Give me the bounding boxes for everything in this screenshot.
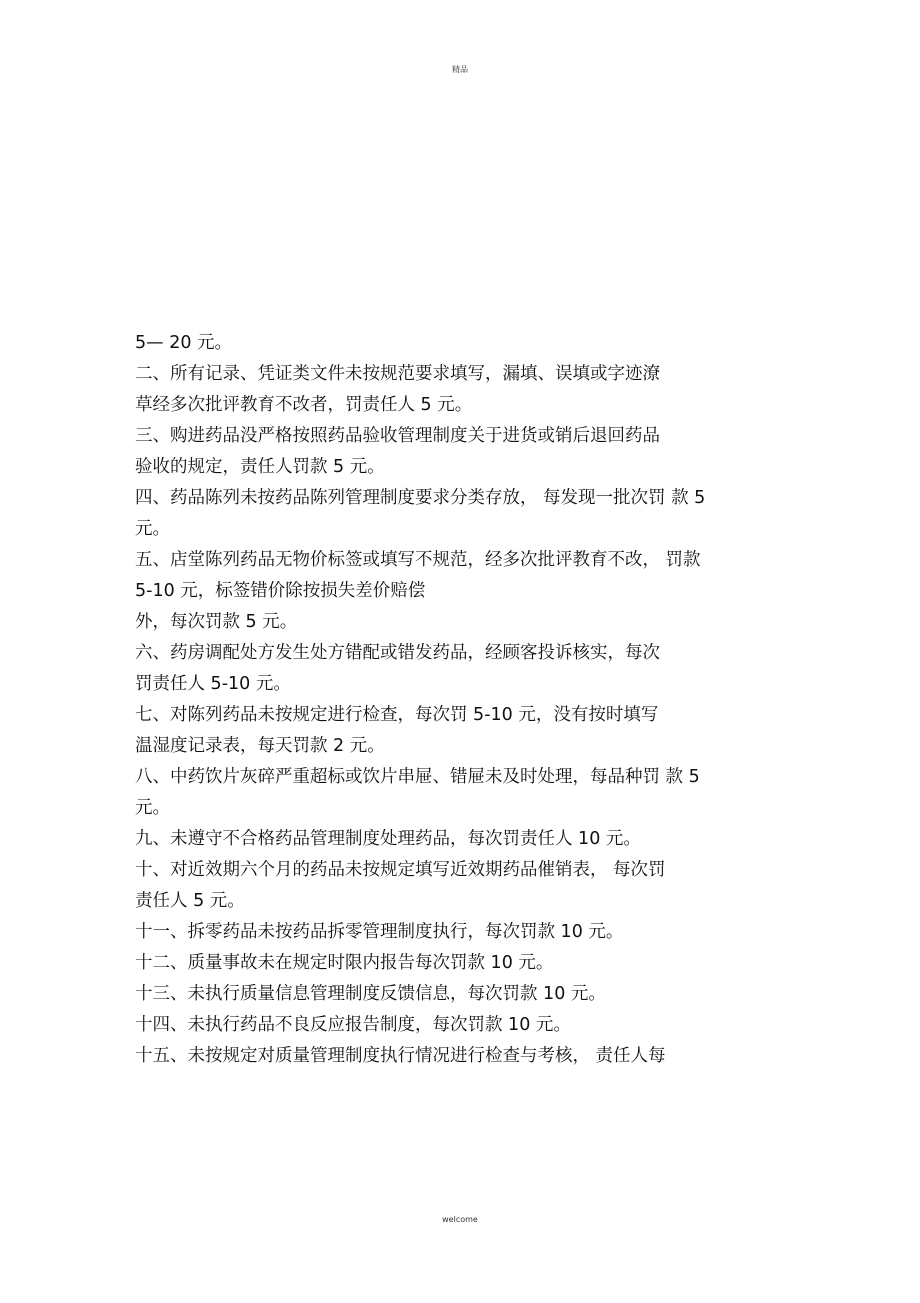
text-line: 草经多次批评教育不改者，罚责任人 5 元。 [135,395,473,415]
text-line: 十二、质量事故未在规定时限内报告每次罚款 10 元。 [135,953,554,973]
text-line: 二、所有记录、凭证类文件未按规范要求填写，漏填、误填或字迹潦 [135,364,660,384]
text-line: 外，每次罚款 5 元。 [135,612,298,632]
text-line: 验收的规定，责任人罚款 5 元。 [135,457,385,477]
text-line: 5— 20 元。 [135,333,233,353]
text-line: 十一、拆零药品未按药品拆零管理制度执行，每次罚款 10 元。 [135,922,624,942]
text-line: 八、中药饮片灰碎严重超标或饮片串屉、错屉未及时处理，每品种罚 款 5 [135,767,700,787]
text-line: 温湿度记录表，每天罚款 2 元。 [135,736,385,756]
page-footer-mark: welcome [442,1215,478,1224]
text-line: 元。 [135,798,170,818]
text-line: 七、对陈列药品未按规定进行检查，每次罚 5-10 元，没有按时填写 [135,705,659,725]
text-line: 六、药房调配处方发生处方错配或错发药品，经顾客投诉核实，每次 [135,643,660,663]
text-line: 责任人 5 元。 [135,891,245,911]
text-line: 五、店堂陈列药品无物价标签或填写不规范，经多次批评教育不改， 罚款 [135,550,701,570]
text-line: 元。 [135,519,170,539]
text-line: 十、对近效期六个月的药品未按规定填写近效期药品催销表， 每次罚 [135,860,666,880]
document-body [135,328,785,1072]
text-line: 四、药品陈列未按药品陈列管理制度要求分类存放， 每发现一批次罚 款 5 [135,488,706,508]
text-line: 罚责任人 5-10 元。 [135,674,291,694]
text-line: 5-10 元，标签错价除按损失差价赔偿 [135,581,426,601]
text-line: 十四、未执行药品不良反应报告制度，每次罚款 10 元。 [135,1015,571,1035]
text-line: 十五、未按规定对质量管理制度执行情况进行检查与考核， 责任人每 [135,1046,666,1066]
page-header-mark: 精品 [452,65,468,74]
text-line: 九、未遵守不合格药品管理制度处理药品，每次罚责任人 10 元。 [135,829,641,849]
text-line: 三、购进药品没严格按照药品验收管理制度关于进货或销后退回药品 [135,426,660,446]
text-line: 十三、未执行质量信息管理制度反馈信息，每次罚款 10 元。 [135,984,606,1004]
